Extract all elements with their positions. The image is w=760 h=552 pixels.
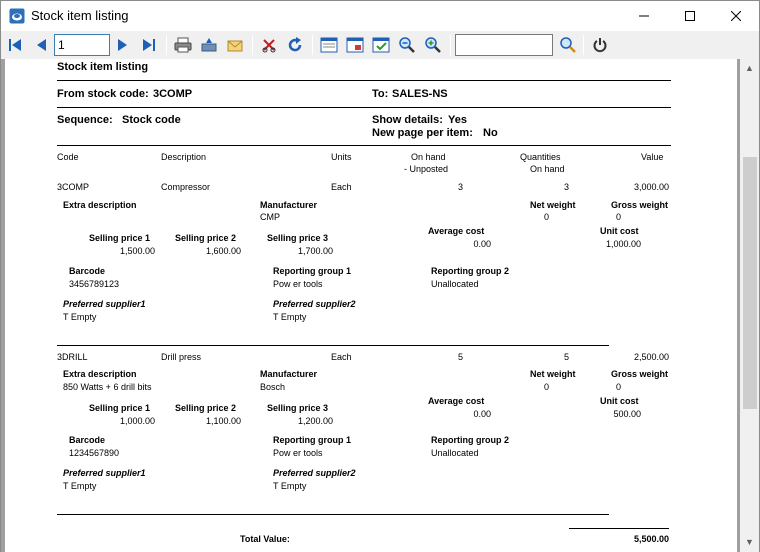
extra-description-value: 850 Watts + 6 drill bits (63, 382, 152, 392)
average-cost-label: Average cost (428, 226, 485, 236)
close-report-button[interactable] (258, 34, 280, 56)
unit-cost-label: Unit cost (600, 396, 639, 406)
column-value: Value (641, 152, 664, 162)
preferred-supplier-1-value: T Empty (63, 481, 97, 491)
export-icon (200, 37, 218, 53)
selling-price-1-label: Selling price 1 (89, 233, 151, 243)
divider (57, 80, 671, 81)
search-input[interactable] (455, 34, 553, 56)
first-page-button[interactable] (4, 34, 26, 56)
email-icon (226, 37, 244, 53)
selling-price-3-label: Selling price 3 (267, 233, 329, 243)
window-title: Stock item listing (31, 8, 129, 23)
total-label: Total Value: (240, 534, 290, 544)
to-value: SALES-NS (392, 88, 448, 100)
search-button[interactable] (557, 34, 579, 56)
new-page-label: New page per item: (372, 127, 473, 139)
divider (57, 514, 609, 515)
page-select-button[interactable] (370, 34, 392, 56)
total-divider (569, 528, 669, 529)
selling-price-2-value: 1,600.00 (205, 246, 241, 256)
average-cost-value: 0.00 (473, 409, 491, 419)
first-page-icon (8, 38, 22, 52)
previous-page-button[interactable] (30, 34, 52, 56)
page-layout-icon (320, 37, 338, 53)
selling-price-3-value: 1,700.00 (297, 246, 333, 256)
net-weight-label: Net weight (530, 200, 576, 210)
search-icon (559, 36, 577, 54)
report-view (0, 59, 740, 552)
average-cost-label: Average cost (428, 396, 485, 406)
net-weight-value: 0 (543, 382, 549, 392)
gross-weight-value: 0 (615, 212, 621, 222)
gross-weight-label: Gross weight (611, 200, 669, 210)
exit-button[interactable] (589, 34, 611, 56)
divider (57, 345, 609, 346)
barcode-label: Barcode (69, 435, 106, 445)
toolbar-separator (450, 35, 451, 55)
column-on-hand: On hand (530, 164, 565, 174)
average-cost-value: 0.00 (473, 239, 491, 249)
total-value: 5,500.00 (633, 534, 669, 544)
preferred-supplier-1-label: Preferred supplier1 (63, 299, 146, 309)
toolbar-separator (252, 35, 253, 55)
scissors-icon (261, 37, 277, 53)
item-description: Compressor (161, 182, 211, 192)
title-bar (0, 0, 760, 31)
item-code: 3DRILL (57, 352, 88, 362)
scroll-down-icon[interactable]: ▼ (745, 537, 754, 547)
maximize-icon (685, 11, 695, 21)
column-description: Description (161, 152, 207, 162)
refresh-button[interactable] (284, 34, 306, 56)
next-page-icon (116, 38, 130, 52)
reporting-group-2-value: Unallocated (431, 279, 479, 289)
selling-price-2-value: 1,100.00 (205, 416, 241, 426)
manufacturer-value: CMP (260, 212, 280, 222)
item-units: Each (331, 352, 352, 362)
maximize-button[interactable] (667, 1, 713, 31)
selling-price-2-label: Selling price 2 (175, 233, 237, 243)
export-button[interactable] (198, 34, 220, 56)
selling-price-1-label: Selling price 1 (89, 403, 151, 413)
item-description: Drill press (161, 352, 202, 362)
manufacturer-label: Manufacturer (260, 200, 318, 210)
barcode-value: 1234567890 (69, 448, 120, 458)
unit-cost-label: Unit cost (600, 226, 639, 236)
next-page-button[interactable] (112, 34, 134, 56)
divider (57, 107, 671, 108)
page-layout-icon (346, 37, 364, 53)
item-on-hand-unposted: 3 (457, 182, 463, 192)
last-page-button[interactable] (138, 34, 160, 56)
preferred-supplier-1-value: T Empty (63, 312, 97, 322)
page-width-button[interactable] (318, 34, 340, 56)
selling-price-1-value: 1,000.00 (119, 416, 155, 426)
column-units: Units (331, 152, 352, 162)
unit-cost-value: 1,000.00 (605, 239, 641, 249)
page-check-icon (372, 37, 390, 53)
new-page-value: No (483, 127, 498, 139)
zoom-in-icon (424, 36, 442, 54)
item-on-hand-unposted: 5 (457, 352, 463, 362)
toolbar-separator (583, 35, 584, 55)
selling-price-3-value: 1,200.00 (297, 416, 333, 426)
zoom-out-icon (398, 36, 416, 54)
preferred-supplier-1-label: Preferred supplier1 (63, 468, 146, 478)
zoom-in-button[interactable] (422, 34, 444, 56)
close-icon (731, 11, 741, 21)
manufacturer-label: Manufacturer (260, 369, 318, 379)
close-button[interactable] (713, 1, 759, 31)
reporting-group-1-value: Pow er tools (273, 279, 323, 289)
page-edge (1, 59, 5, 552)
show-details-value: Yes (448, 114, 467, 126)
printer-icon (174, 37, 192, 53)
extra-description-label: Extra description (63, 200, 137, 210)
column-quantities: Quantities (520, 152, 561, 162)
barcode-value: 3456789123 (69, 279, 120, 289)
net-weight-label: Net weight (530, 369, 576, 379)
preferred-supplier-2-value: T Empty (273, 481, 307, 491)
toolbar-separator (312, 35, 313, 55)
reporting-group-1-label: Reporting group 1 (273, 435, 351, 445)
barcode-label: Barcode (69, 266, 106, 276)
reporting-group-2-value: Unallocated (431, 448, 479, 458)
minimize-button[interactable] (621, 1, 667, 31)
zoom-out-button[interactable] (396, 34, 418, 56)
power-icon (592, 37, 608, 53)
reporting-group-2-label: Reporting group 2 (431, 435, 509, 445)
refresh-icon (287, 37, 303, 53)
divider (57, 145, 671, 146)
item-value: 2,500.00 (633, 352, 669, 362)
previous-page-icon (34, 38, 48, 52)
minimize-icon (639, 11, 649, 21)
to-label: To: (372, 88, 389, 100)
reporting-group-1-value: Pow er tools (273, 448, 323, 458)
toolbar (0, 31, 760, 59)
app-icon (9, 8, 25, 24)
print-button[interactable] (172, 34, 194, 56)
preferred-supplier-2-label: Preferred supplier2 (273, 299, 356, 309)
column-on-hand-unposted-2: - Unposted (404, 164, 449, 174)
selling-price-1-value: 1,500.00 (119, 246, 155, 256)
report-title: Stock item listing (57, 61, 149, 73)
page-number-input[interactable] (54, 34, 110, 56)
reporting-group-1-label: Reporting group 1 (273, 266, 351, 276)
net-weight-value: 0 (543, 212, 549, 222)
item-value: 3,000.00 (633, 182, 669, 192)
unit-cost-value: 500.00 (613, 409, 641, 419)
whole-page-button[interactable] (344, 34, 366, 56)
scroll-up-icon[interactable]: ▲ (745, 63, 754, 73)
sequence-value: Stock code (122, 114, 181, 126)
last-page-icon (142, 38, 156, 52)
from-label: From stock code: (57, 88, 149, 100)
preferred-supplier-2-label: Preferred supplier2 (273, 468, 356, 478)
sequence-label: Sequence: (57, 114, 113, 126)
email-button[interactable] (224, 34, 246, 56)
selling-price-3-label: Selling price 3 (267, 403, 329, 413)
reporting-group-2-label: Reporting group 2 (431, 266, 509, 276)
gross-weight-value: 0 (615, 382, 621, 392)
column-code: Code (57, 152, 79, 162)
preferred-supplier-2-value: T Empty (273, 312, 307, 322)
manufacturer-value: Bosch (260, 382, 286, 392)
gross-weight-label: Gross weight (611, 369, 669, 379)
item-units: Each (331, 182, 352, 192)
vertical-scrollbar[interactable] (740, 59, 760, 552)
show-details-label: Show details: (372, 114, 443, 126)
scroll-thumb[interactable] (743, 157, 757, 409)
column-on-hand-unposted: On hand (411, 152, 446, 162)
item-code: 3COMP (57, 182, 90, 192)
from-value: 3COMP (153, 88, 193, 100)
item-on-hand: 3 (563, 182, 569, 192)
item-on-hand: 5 (563, 352, 569, 362)
toolbar-separator (166, 35, 167, 55)
selling-price-2-label: Selling price 2 (175, 403, 237, 413)
extra-description-label: Extra description (63, 369, 137, 379)
